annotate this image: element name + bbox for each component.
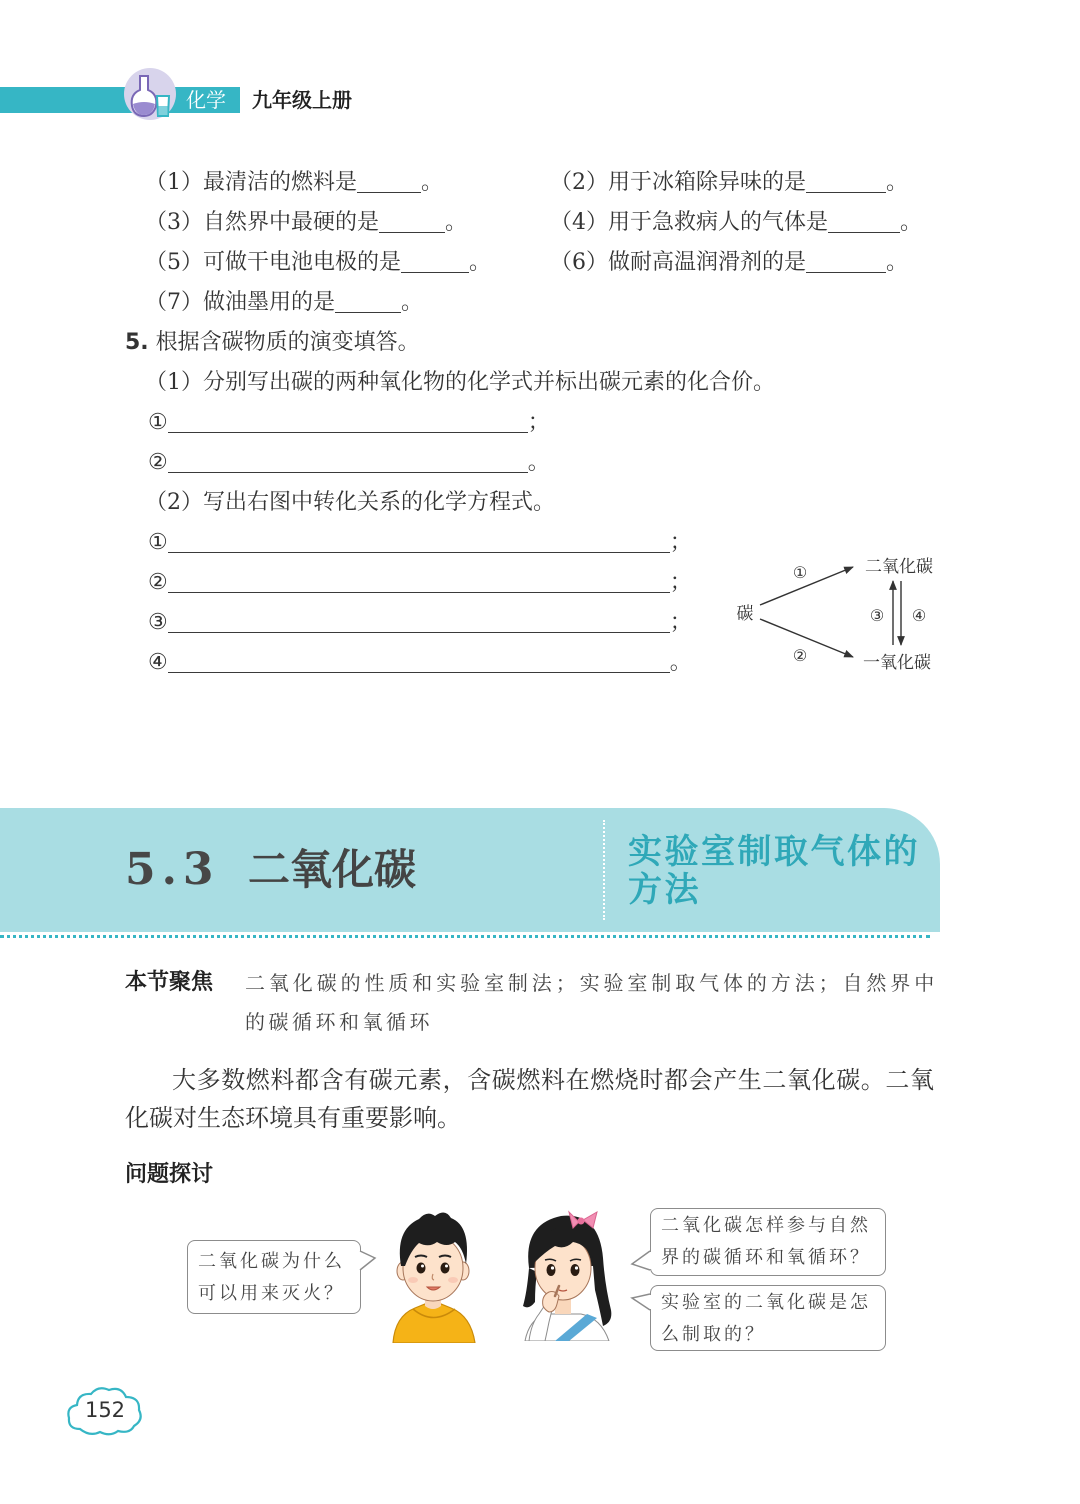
answer-blank <box>168 410 528 433</box>
bubble-tail <box>628 1288 654 1316</box>
answer-line <box>148 649 692 677</box>
flask-icon <box>120 66 180 122</box>
part2-prompt: （2）写出右图中转化关系的化学方程式。 <box>145 490 555 515</box>
intro-line2: 化碳对生态环境具有重要影响。 <box>125 1104 461 1132</box>
exercise-title: 根据含碳物质的演变填答。 <box>155 330 420 355</box>
circled-number: ② <box>148 570 168 595</box>
line-end: 。 <box>669 650 692 675</box>
carbon-label: 碳 <box>736 604 754 624</box>
speech-bubble-right-bottom <box>650 1285 886 1351</box>
answer-blank <box>168 650 670 673</box>
exercise-item-text: （1）最清洁的燃料是 <box>145 170 357 195</box>
bubble-line: 二氧化碳为什么 <box>198 1251 345 1272</box>
focus-text-line2: 的碳循环和氧循环 <box>245 1010 433 1034</box>
exercise-item-end: 。 <box>469 250 492 275</box>
intro-line1: 大多数燃料都含有碳元素，含碳燃料在燃烧时都会产生二氧化碳。二氧 <box>172 1066 935 1094</box>
arrow-label-4: ④ <box>911 606 927 625</box>
speech-bubble-left <box>187 1240 361 1314</box>
line-end: ； <box>669 530 692 555</box>
section-topic-line2: 方法 <box>628 870 701 910</box>
answer-blank <box>806 250 886 273</box>
line-end: 。 <box>527 450 550 475</box>
banner-divider <box>603 820 605 920</box>
answer-blank <box>357 170 421 193</box>
section-title: 二氧化碳 <box>248 845 417 894</box>
answer-line <box>148 409 550 437</box>
answer-blank <box>168 610 670 633</box>
bubble-line: 可以用来灭火？ <box>198 1283 345 1304</box>
exercise-item-text: （7）做油墨用的是 <box>145 290 335 315</box>
answer-blank <box>379 210 445 233</box>
exercise-item-text: （2）用于冰箱除异味的是 <box>550 170 806 195</box>
circled-number: ② <box>148 450 168 475</box>
section-topic-line1: 实验室制取气体的 <box>628 832 920 872</box>
circled-number: ① <box>148 530 168 555</box>
bubble-tail <box>628 1246 654 1276</box>
banner-bottom-rule <box>0 935 930 938</box>
exercise-item-text: （6）做耐高温润滑剂的是 <box>550 250 806 275</box>
exercise-item-text: （4）用于急救病人的气体是 <box>550 210 828 235</box>
line-end: ； <box>669 570 692 595</box>
answer-line <box>148 529 692 557</box>
page-number: 152 <box>84 1398 126 1422</box>
exercise-item-end: 。 <box>886 170 909 195</box>
exercise-item-end: 。 <box>401 290 424 315</box>
co2-label: 二氧化碳 <box>865 557 933 577</box>
arrow-label-2: ② <box>792 646 808 665</box>
answer-line <box>148 449 550 477</box>
boy-illustration <box>385 1208 480 1343</box>
exercise-number: 5. <box>125 330 149 355</box>
answer-blank <box>168 450 528 473</box>
exercise-item-end: 。 <box>421 170 444 195</box>
volume-label: 九年级上册 <box>252 88 352 112</box>
exercise-item <box>550 169 908 197</box>
answer-blank <box>168 530 670 553</box>
discussion-heading: 问题探讨 <box>125 1162 214 1187</box>
bubble-line: 实验室的二氧化碳是怎 <box>661 1292 871 1313</box>
exercise-item-end: 。 <box>900 210 923 235</box>
exercise-item <box>145 209 467 237</box>
answer-blank <box>168 570 670 593</box>
carbon-conversion-diagram <box>720 545 950 680</box>
arrow-label-3: ③ <box>869 606 885 625</box>
section-number: 5.3 <box>125 844 220 895</box>
exercise-item-text: （5）可做干电池电极的是 <box>145 250 401 275</box>
exercise-item-text: （3）自然界中最硬的是 <box>145 210 379 235</box>
exercise-item <box>550 209 922 237</box>
answer-blank <box>401 250 469 273</box>
bubble-line: 么制取的？ <box>661 1324 766 1345</box>
focus-text-line1: 二氧化碳的性质和实验室制法；实验室制取气体的方法；自然界中 <box>245 971 939 995</box>
exercise-item <box>145 169 443 197</box>
answer-line <box>148 569 692 597</box>
focus-label: 本节聚焦 <box>125 970 214 995</box>
exercise-item <box>145 249 491 277</box>
exercise-5-heading <box>125 329 420 357</box>
subject-label: 化学 <box>186 88 226 112</box>
part1-prompt: （1）分别写出碳的两种氧化物的化学式并标出碳元素的化合价。 <box>145 370 775 395</box>
girl-illustration <box>515 1206 617 1341</box>
answer-blank <box>828 210 900 233</box>
bubble-line: 二氧化碳怎样参与自然 <box>661 1215 871 1236</box>
bubble-tail <box>356 1248 378 1276</box>
circled-number: ④ <box>148 650 168 675</box>
circled-number: ① <box>148 410 168 435</box>
answer-line <box>148 609 692 637</box>
answer-blank <box>335 290 401 313</box>
exercise-item-end: 。 <box>445 210 468 235</box>
bubble-line: 界的碳循环和氧循环？ <box>661 1247 871 1268</box>
line-end: ； <box>527 410 550 435</box>
exercise-item <box>550 249 908 277</box>
line-end: ； <box>669 610 692 635</box>
answer-blank <box>806 170 886 193</box>
co-label: 一氧化碳 <box>863 653 931 673</box>
circled-number: ③ <box>148 610 168 635</box>
arrow-label-1: ① <box>792 563 808 582</box>
exercise-item <box>145 289 423 317</box>
speech-bubble-right-top <box>650 1208 886 1276</box>
exercise-item-end: 。 <box>886 250 909 275</box>
